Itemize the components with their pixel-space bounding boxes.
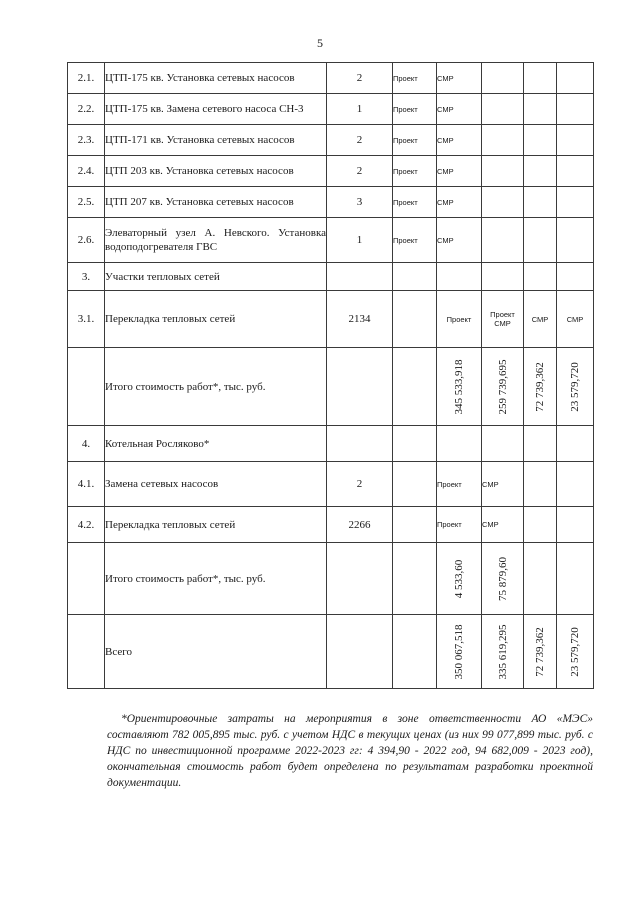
stage-label: СМР (437, 63, 482, 94)
quantity: 2 (327, 125, 393, 156)
table-row (68, 94, 594, 125)
row-number: 2.1. (68, 63, 105, 94)
cost-value: 4 533,60 (453, 559, 465, 598)
stage-label: СМР (437, 187, 482, 218)
table-row (68, 125, 594, 156)
section-number: 4. (68, 426, 105, 462)
stage-label: Проект (393, 187, 437, 218)
work-name: ЦТП-171 кв. Установка сетевых насосов (105, 125, 327, 156)
row-number: 2.2. (68, 94, 105, 125)
section-title: Котельная Росляково* (105, 426, 327, 462)
grand-total-row (68, 615, 594, 689)
cost-value: 23 579,720 (569, 361, 581, 412)
cost-value: 75 879,60 (496, 556, 509, 601)
works-table (67, 62, 594, 689)
table-row (68, 63, 594, 94)
table-row (68, 156, 594, 187)
stage-label: Проект (437, 291, 482, 348)
stage-label: СМР (437, 218, 482, 263)
quantity: 2 (327, 462, 393, 507)
table-row (68, 291, 594, 348)
cost-value: 335 619,295 (496, 624, 509, 679)
row-number: 2.5. (68, 187, 105, 218)
subtotal-row (68, 543, 594, 615)
stage-label: СМР (524, 291, 557, 348)
cost-value: 259 739,695 (496, 359, 509, 414)
row-number: 2.6. (68, 218, 105, 263)
quantity: 3 (327, 187, 393, 218)
row-number: 3.1. (68, 291, 105, 348)
section-title: Участки тепловых сетей (105, 263, 327, 291)
table-row (68, 507, 594, 543)
stage-label: СМР (437, 94, 482, 125)
grand-total-label: Всего (105, 615, 327, 689)
stage-label: СМР (437, 125, 482, 156)
subtotal-row (68, 348, 594, 426)
section-row (68, 263, 594, 291)
row-number: 2.4. (68, 156, 105, 187)
work-name: Замена сетевых насосов (105, 462, 327, 507)
cost-footnote: *Ориентировочные затраты на мероприятия в зоне ответственности АО «МЭС» составляют 782 005,895 тыс. руб. с учетом НДС в текущих ценах (из них 99 077,899 тыс. руб. с НДС по инвестиционной программе 2022-2023 гг: 4 394,90 - 2022 год, 94 682,009 - 2023 год), окончательная стоимость работ будет определена по результатам разработки проектной документации. (107, 713, 593, 789)
stage-label: Проект СМР (482, 291, 524, 348)
quantity: 2 (327, 63, 393, 94)
page-number: 5 (317, 36, 323, 50)
row-number: 4.1. (68, 462, 105, 507)
quantity: 2266 (327, 507, 393, 543)
subtotal-label: Итого стоимость работ*, тыс. руб. (105, 543, 327, 615)
stage-label: Проект (437, 507, 482, 543)
row-number: 4.2. (68, 507, 105, 543)
cost-value: 345 533,918 (453, 359, 465, 414)
table-row (68, 218, 594, 263)
subtotal-label: Итого стоимость работ*, тыс. руб. (105, 348, 327, 426)
quantity: 1 (327, 94, 393, 125)
quantity: 2134 (327, 291, 393, 348)
work-name: Перекладка тепловых сетей (105, 507, 327, 543)
cost-value: 72 739,362 (534, 626, 546, 677)
section-row (68, 426, 594, 462)
quantity: 2 (327, 156, 393, 187)
table-row (68, 187, 594, 218)
stage-label: СМР (482, 462, 524, 507)
cost-value: 72 739,362 (534, 361, 546, 412)
work-name: ЦТП 207 кв. Установка сетевых насосов (105, 187, 327, 218)
quantity: 1 (327, 218, 393, 263)
stage-label: СМР (482, 507, 524, 543)
cost-value: 23 579,720 (569, 626, 581, 677)
cost-value: 350 067,518 (453, 624, 465, 679)
stage-label: Проект (393, 156, 437, 187)
stage-label: Проект (437, 462, 482, 507)
stage-label: Проект (393, 94, 437, 125)
work-name: ЦТП 203 кв. Установка сетевых насосов (105, 156, 327, 187)
work-name: Перекладка тепловых сетей (105, 291, 327, 348)
stage-label: СМР (557, 291, 594, 348)
section-number: 3. (68, 263, 105, 291)
table-row (68, 462, 594, 507)
stage-label: СМР (437, 156, 482, 187)
row-number: 2.3. (68, 125, 105, 156)
work-name: Элеваторный узел А. Невского. Установка водоподогревателя ГВС (105, 218, 327, 263)
stage-label: Проект (393, 125, 437, 156)
work-name: ЦТП-175 кв. Установка сетевых насосов (105, 63, 327, 94)
stage-label: Проект (393, 218, 437, 263)
stage-label: Проект (393, 63, 437, 94)
work-name: ЦТП-175 кв. Замена сетевого насоса СН-3 (105, 94, 327, 125)
